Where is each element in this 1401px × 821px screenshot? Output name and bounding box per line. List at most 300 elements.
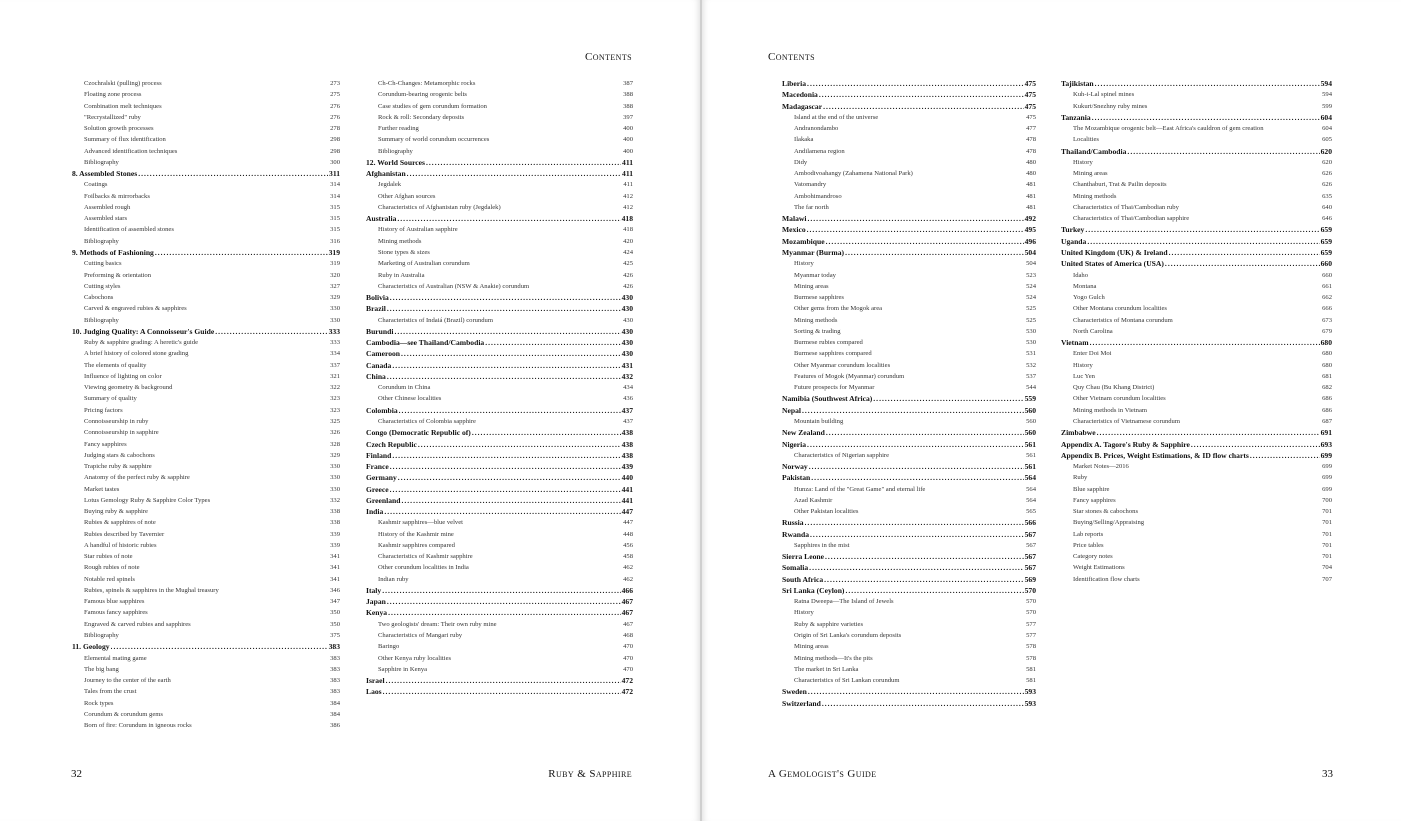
toc-page-number: 578 — [1026, 654, 1036, 662]
toc-entry-title: Born of fire: Corundum in igneous rocks — [84, 722, 192, 730]
toc-entry-title: Market tastes — [84, 485, 120, 493]
toc-subentry — [366, 517, 633, 528]
toc-page-number: 477 — [1026, 125, 1036, 133]
toc-page-number: 470 — [623, 654, 633, 662]
toc-subentry — [1061, 315, 1332, 326]
toc-column-1 — [782, 78, 1036, 709]
toc-subentry — [72, 540, 340, 551]
toc-subentry — [366, 281, 633, 292]
dot-leader — [138, 168, 328, 179]
toc-entry-title: Famous fancy sapphires — [84, 609, 148, 617]
toc-entry-title: France — [366, 462, 389, 472]
toc-entry-title: Bibliography — [378, 147, 413, 155]
dot-leader — [392, 450, 620, 461]
dot-leader — [807, 224, 1024, 235]
toc-page-number: 659 — [1320, 225, 1332, 235]
toc-entry-title: North Carolina — [1073, 327, 1113, 335]
dot-leader — [822, 698, 1024, 709]
toc-country-entry — [366, 303, 633, 314]
toc-entry-title: Kenya — [366, 608, 388, 618]
dot-leader — [825, 551, 1024, 562]
toc-page-number: 566 — [1024, 518, 1036, 528]
toc-subentry — [72, 101, 340, 112]
toc-page-number: 275 — [330, 91, 340, 99]
toc-subentry — [72, 495, 340, 506]
toc-subentry — [72, 179, 340, 190]
toc-page-number: 564 — [1024, 473, 1036, 483]
toc-subentry — [1061, 89, 1332, 100]
dot-leader — [485, 337, 620, 348]
dot-leader — [388, 607, 621, 618]
toc-country-entry — [366, 213, 633, 224]
toc-subentry — [366, 101, 633, 112]
toc-page-number: 375 — [330, 632, 340, 640]
toc-country-entry — [782, 393, 1036, 404]
toc-entry-title: Tales from the crust — [84, 688, 137, 696]
toc-page-number: 567 — [1024, 529, 1036, 539]
toc-page-number: 640 — [1322, 203, 1332, 211]
toc-entry-title: Israel — [366, 676, 385, 686]
toc-entry-title: Madagascar — [782, 101, 823, 111]
toc-entry-title: Future prospects for Myanmar — [794, 384, 875, 392]
toc-page-number: 330 — [330, 474, 340, 482]
toc-entry-title: Vietnam — [1061, 338, 1089, 348]
toc-entry-title: Characteristics of Vietnamese corundum — [1073, 417, 1180, 425]
toc-subentry — [1061, 202, 1332, 213]
toc-page-number: 504 — [1024, 247, 1036, 257]
toc-entry-title: The big bang — [84, 665, 119, 673]
toc-entry-title: Tanzania — [1061, 112, 1091, 122]
toc-entry-title: Afghanistan — [366, 169, 406, 179]
toc-page-number: 704 — [1322, 564, 1332, 572]
toc-country-entry — [782, 574, 1036, 585]
toc-page-number: 578 — [1026, 643, 1036, 651]
page-number: 33 — [1322, 768, 1333, 780]
toc-subentry — [782, 292, 1036, 303]
dot-leader — [1097, 427, 1320, 438]
toc-page-number: 699 — [1322, 474, 1332, 482]
toc-entry-title: Brazil — [366, 304, 386, 314]
toc-entry-title: Rubies & sapphires of note — [84, 519, 156, 527]
toc-entry-title: Rubies, spinels & sapphires in the Mughal treasury — [84, 586, 219, 594]
dot-leader — [394, 326, 620, 337]
toc-subentry — [782, 168, 1036, 179]
toc-subentry — [366, 382, 633, 393]
toc-entry-title: Price tables — [1073, 541, 1104, 549]
toc-page-number: 599 — [1322, 102, 1332, 110]
toc-entry-title: Mining areas — [794, 643, 829, 651]
toc-page-number: 384 — [330, 710, 340, 718]
toc-country-entry — [366, 506, 633, 517]
toc-country-entry — [1061, 146, 1332, 157]
dot-leader — [155, 247, 328, 258]
toc-subentry — [782, 202, 1036, 213]
left-page — [0, 0, 700, 821]
toc-page-number: 666 — [1322, 305, 1332, 313]
dot-leader — [873, 393, 1023, 404]
toc-page-number: 332 — [330, 496, 340, 504]
toc-page-number: 626 — [1322, 170, 1332, 178]
toc-page-number: 659 — [1320, 247, 1332, 257]
toc-entry-title: Burmese rubies compared — [794, 339, 863, 347]
toc-entry-title: Myanmar (Burma) — [782, 247, 845, 257]
toc-page-number: 278 — [330, 125, 340, 133]
toc-subentry — [1061, 281, 1332, 292]
toc-entry-title: Fancy sapphires — [84, 440, 127, 448]
toc-subentry — [782, 450, 1036, 461]
toc-country-entry — [366, 472, 633, 483]
toc-entry-title: Laos — [366, 687, 382, 697]
toc-entry-title: Mozambique — [782, 236, 825, 246]
toc-subentry — [366, 236, 633, 247]
footer-title: A Gemologist's Guide — [768, 768, 877, 780]
toc-page-number: 525 — [1026, 305, 1036, 313]
toc-country-entry — [782, 405, 1036, 416]
toc-page-number: 594 — [1322, 91, 1332, 99]
toc-page-number: 341 — [330, 564, 340, 572]
toc-page-number: 330 — [330, 463, 340, 471]
toc-subentry — [782, 641, 1036, 652]
toc-entry-title: Thailand/Cambodia — [1061, 146, 1127, 156]
toc-entry-title: Marketing of Australian corundum — [378, 260, 470, 268]
toc-entry-title: Yogo Gulch — [1073, 294, 1105, 302]
toc-entry-title: Kashmir sapphires—blue velvet — [378, 519, 463, 527]
toc-page-number: 701 — [1322, 541, 1332, 549]
toc-page-number: 581 — [1026, 665, 1036, 673]
toc-entry-title: Summary of quality — [84, 395, 137, 403]
dot-leader — [399, 405, 621, 416]
dot-leader — [387, 303, 621, 314]
toc-entry-title: Anatomy of the perfect ruby & sapphire — [84, 474, 190, 482]
toc-entry-title: Lotus Gemology Ruby & Sapphire Color Types — [84, 496, 211, 504]
right-page — [702, 0, 1401, 821]
toc-page-number: 334 — [330, 350, 340, 358]
toc-page-number: 472 — [621, 676, 633, 686]
toc-page-number: 605 — [1322, 136, 1332, 144]
toc-country-entry — [366, 427, 633, 438]
toc-entry-title: Mining areas — [794, 282, 829, 290]
toc-subentry — [72, 529, 340, 540]
toc-entry-title: Ratna Dweepa—The Island of Jewels — [794, 598, 894, 606]
toc-subentry — [782, 134, 1036, 145]
dot-leader — [383, 686, 621, 697]
toc-entry-title: Japan — [366, 597, 386, 607]
toc-page-number: 323 — [330, 395, 340, 403]
toc-entry-title: Notable red spinels — [84, 575, 135, 583]
toc-page-number: 430 — [621, 349, 633, 359]
toc-entry-title: Nigeria — [782, 439, 807, 449]
toc-entry-title: Sapphires in the mist — [794, 541, 850, 549]
toc-page-number: 492 — [1024, 214, 1036, 224]
toc-entry-title: Burmese sapphires compared — [794, 350, 872, 358]
toc-page-number: 604 — [1322, 125, 1332, 133]
toc-page-number: 570 — [1026, 609, 1036, 617]
toc-entry-title: Connoisseurship in ruby — [84, 417, 149, 425]
toc-entry-title: Localities — [1073, 136, 1099, 144]
toc-subentry — [72, 607, 340, 618]
toc-page-number: 646 — [1322, 215, 1332, 223]
toc-subentry — [1061, 360, 1332, 371]
toc-page-number: 328 — [330, 440, 340, 448]
toc-page-number: 400 — [623, 136, 633, 144]
toc-page-number: 475 — [1024, 101, 1036, 111]
toc-subentry — [72, 348, 340, 359]
toc-country-entry — [782, 529, 1036, 540]
toc-entry-title: Chanthaburi, Trat & Pailin deposits — [1073, 181, 1167, 189]
toc-entry-title: Other corundum localities in India — [378, 564, 469, 572]
toc-page-number: 560 — [1024, 428, 1036, 438]
dot-leader — [824, 574, 1023, 585]
toc-entry-title: 9. Methods of Fashioning — [72, 247, 154, 257]
toc-entry-title: Greenland — [366, 495, 401, 505]
toc-page-number: 339 — [330, 530, 340, 538]
toc-subentry — [782, 281, 1036, 292]
toc-entry-title: Advanced identification techniques — [84, 147, 178, 155]
toc-page-number: 441 — [621, 495, 633, 505]
toc-subentry — [72, 484, 340, 495]
toc-entry-title: Foilbacks & mirrorbacks — [84, 192, 150, 200]
toc-entry-title: Mountain building — [794, 417, 844, 425]
dot-leader — [807, 213, 1023, 224]
toc-entry-title: Andilamena region — [794, 147, 845, 155]
toc-subentry — [782, 630, 1036, 641]
toc-subentry — [72, 664, 340, 675]
dot-leader — [1090, 337, 1320, 348]
toc-page-number: 338 — [330, 508, 340, 516]
dot-leader — [805, 517, 1024, 528]
toc-entry-title: A handful of historic rubies — [84, 541, 157, 549]
toc-page-number: 319 — [328, 247, 340, 257]
toc-entry-title: Assembled rough — [84, 203, 131, 211]
toc-page-number: 411 — [622, 157, 633, 167]
toc-entry-title: Other Chinese localities — [378, 395, 442, 403]
dot-leader — [426, 157, 621, 168]
toc-page-number: 430 — [621, 326, 633, 336]
toc-entry-title: Rough rubies of note — [84, 564, 140, 572]
toc-page-number: 425 — [623, 260, 633, 268]
toc-page-number: 430 — [621, 304, 633, 314]
toc-entry-title: Appendix B. Prices, Weight Estimations, & ID flow charts — [1061, 450, 1249, 460]
toc-entry-title: Norway — [782, 462, 808, 472]
toc-page-number: 314 — [330, 192, 340, 200]
toc-entry-title: Namibia (Southwest Africa) — [782, 394, 873, 404]
dot-leader — [384, 506, 620, 517]
toc-entry-title: Characteristics of Indaiá (Brazil) corundum — [378, 316, 493, 324]
toc-page-number: 418 — [623, 226, 633, 234]
toc-entry-title: Zimbabwe — [1061, 428, 1096, 438]
toc-entry-title: Other Kenya ruby localities — [378, 654, 452, 662]
toc-entry-title: Star rubies of note — [84, 553, 133, 561]
toc-page-number: 537 — [1026, 372, 1036, 380]
toc-entry-title: Congo (Democratic Republic of) — [366, 428, 471, 438]
toc-country-entry — [782, 78, 1036, 89]
toc-page-number: 346 — [330, 586, 340, 594]
toc-subentry — [366, 653, 633, 664]
toc-entry-title: Pricing factors — [84, 406, 123, 414]
toc-page-number: 560 — [1024, 405, 1036, 415]
toc-page-number: 530 — [1026, 327, 1036, 335]
toc-page-number: 424 — [623, 248, 633, 256]
toc-entry-title: Mining methods — [1073, 192, 1117, 200]
toc-country-entry — [782, 517, 1036, 528]
toc-entry-title: Carved & engraved rubies & sapphires — [84, 305, 187, 313]
toc-page-number: 458 — [623, 553, 633, 561]
toc-page-number: 298 — [330, 147, 340, 155]
toc-page-number: 673 — [1322, 316, 1332, 324]
toc-entry-title: Macedonia — [782, 90, 818, 100]
toc-page-number: 620 — [1322, 158, 1332, 166]
toc-subentry — [782, 315, 1036, 326]
dot-leader — [807, 439, 1024, 450]
toc-page-number: 440 — [621, 473, 633, 483]
toc-page-number: 438 — [621, 450, 633, 460]
toc-subentry — [366, 540, 633, 551]
toc-entry-title: Mining methods—It's the pits — [794, 654, 873, 662]
toc-page-number: 679 — [1322, 327, 1332, 335]
toc-subentry — [782, 337, 1036, 348]
toc-page-number: 472 — [621, 687, 633, 697]
toc-subentry — [1061, 540, 1332, 551]
dot-leader — [1191, 439, 1320, 450]
toc-page-number: 635 — [1322, 192, 1332, 200]
toc-page-number: 441 — [621, 484, 633, 494]
toc-subentry — [1061, 405, 1332, 416]
toc-chapter-entry — [1061, 439, 1332, 450]
toc-subentry — [72, 698, 340, 709]
toc-page-number: 439 — [621, 462, 633, 472]
toc-subentry — [782, 270, 1036, 281]
toc-page-number: 559 — [1024, 394, 1036, 404]
toc-country-entry — [782, 585, 1036, 596]
toc-page-number: 412 — [623, 192, 633, 200]
toc-page-number: 681 — [1322, 372, 1332, 380]
dot-leader — [401, 348, 621, 359]
dot-leader — [387, 371, 621, 382]
toc-page-number: 448 — [623, 530, 633, 538]
toc-country-entry — [782, 461, 1036, 472]
toc-entry-title: Bibliography — [84, 316, 119, 324]
toc-page-number: 400 — [623, 125, 633, 133]
toc-entry-title: Other gems from the Mogok area — [794, 305, 883, 313]
toc-page-number: 470 — [623, 665, 633, 673]
toc-entry-title: Summary of world corundum occurrences — [378, 136, 490, 144]
toc-entry-title: Didy — [794, 158, 808, 166]
toc-entry-title: Characteristics of Sri Lankan corundum — [794, 677, 900, 685]
toc-subentry — [366, 202, 633, 213]
toc-entry-title: The far north — [794, 203, 829, 211]
toc-entry-title: The market in Sri Lanka — [794, 665, 859, 673]
toc-page-number: 701 — [1322, 519, 1332, 527]
toc-country-entry — [366, 348, 633, 359]
toc-entry-title: Somalia — [782, 563, 809, 573]
toc-page-number: 388 — [623, 91, 633, 99]
toc-subentry — [366, 112, 633, 123]
toc-subentry — [72, 315, 340, 326]
dot-leader — [809, 461, 1024, 472]
toc-entry-title: Kashmir sapphires compared — [378, 541, 455, 549]
toc-page-number: 447 — [623, 519, 633, 527]
toc-subentry — [782, 326, 1036, 337]
toc-entry-title: Russia — [782, 518, 804, 528]
toc-subentry — [782, 112, 1036, 123]
toc-subentry — [72, 78, 340, 89]
toc-country-entry — [782, 224, 1036, 235]
dot-leader — [845, 585, 1023, 596]
toc-entry-title: Mining areas — [1073, 170, 1108, 178]
toc-entry-title: Czochralski (pulling) process — [84, 80, 162, 87]
toc-page-number: 561 — [1024, 439, 1036, 449]
toc-page-number: 661 — [1322, 282, 1332, 290]
toc-subentry — [1061, 134, 1332, 145]
toc-page-number: 333 — [328, 326, 340, 336]
toc-page-number: 699 — [1322, 485, 1332, 493]
toc-page-number: 397 — [623, 113, 633, 121]
toc-subentry — [366, 562, 633, 573]
toc-subentry — [72, 630, 340, 641]
toc-page-number: 593 — [1024, 698, 1036, 708]
toc-page-number: 315 — [330, 226, 340, 234]
toc-page-number: 467 — [621, 608, 633, 618]
toc-page-number: 680 — [1322, 361, 1332, 369]
toc-entry-title: Ambohimandroso — [794, 192, 842, 200]
dot-leader — [472, 427, 621, 438]
toc-entry-title: Identification of assembled stones — [84, 226, 174, 234]
toc-page-number: 330 — [330, 305, 340, 313]
toc-country-entry — [782, 89, 1036, 100]
toc-entry-title: Other Afghan sources — [378, 192, 436, 200]
toc-country-entry — [366, 439, 633, 450]
toc-entry-title: Jegdalek — [378, 181, 402, 189]
toc-entry-title: Buying ruby & sapphire — [84, 508, 148, 516]
toc-subentry — [1061, 484, 1332, 495]
toc-page-number: 693 — [1320, 439, 1332, 449]
toc-subentry — [72, 416, 340, 427]
toc-subentry — [72, 450, 340, 461]
toc-entry-title: India — [366, 507, 384, 517]
page-number: 32 — [71, 768, 82, 780]
toc-entry-title: Cameroon — [366, 349, 401, 359]
toc-entry-title: Sorting & trading — [794, 327, 841, 335]
toc-entry-title: Azad Kashmir — [794, 496, 833, 504]
toc-country-entry — [782, 101, 1036, 112]
dot-leader — [392, 360, 620, 371]
toc-subentry — [1061, 472, 1332, 483]
toc-country-entry — [366, 360, 633, 371]
dot-leader — [390, 484, 621, 495]
toc-entry-title: Indian ruby — [378, 575, 409, 583]
toc-page-number: 466 — [621, 585, 633, 595]
toc-entry-title: Idaho — [1073, 271, 1089, 279]
toc-subentry — [366, 123, 633, 134]
toc-subentry — [72, 258, 340, 269]
toc-page-number: 456 — [623, 541, 633, 549]
toc-page-number: 701 — [1322, 530, 1332, 538]
dot-leader — [398, 472, 621, 483]
toc-entry-title: Appendix A. Tagore's Ruby & Sapphire — [1061, 439, 1190, 449]
toc-entry-title: Characteristics of Thai/Cambodian sapphire — [1073, 215, 1190, 223]
toc-entry-title: History of Australian sapphire — [378, 226, 458, 234]
toc-subentry — [72, 382, 340, 393]
toc-entry-title: Judging stars & cabochons — [84, 451, 155, 459]
toc-country-entry — [1061, 112, 1332, 123]
toc-entry-title: Bibliography — [84, 158, 119, 166]
toc-page-number: 481 — [1026, 181, 1036, 189]
toc-entry-title: Other Montana corundum localities — [1073, 305, 1167, 313]
dot-leader — [1250, 450, 1320, 461]
toc-page-number: 338 — [330, 519, 340, 527]
toc-entry-title: 12. World Sources — [366, 157, 425, 167]
toc-page-number: 437 — [621, 405, 633, 415]
